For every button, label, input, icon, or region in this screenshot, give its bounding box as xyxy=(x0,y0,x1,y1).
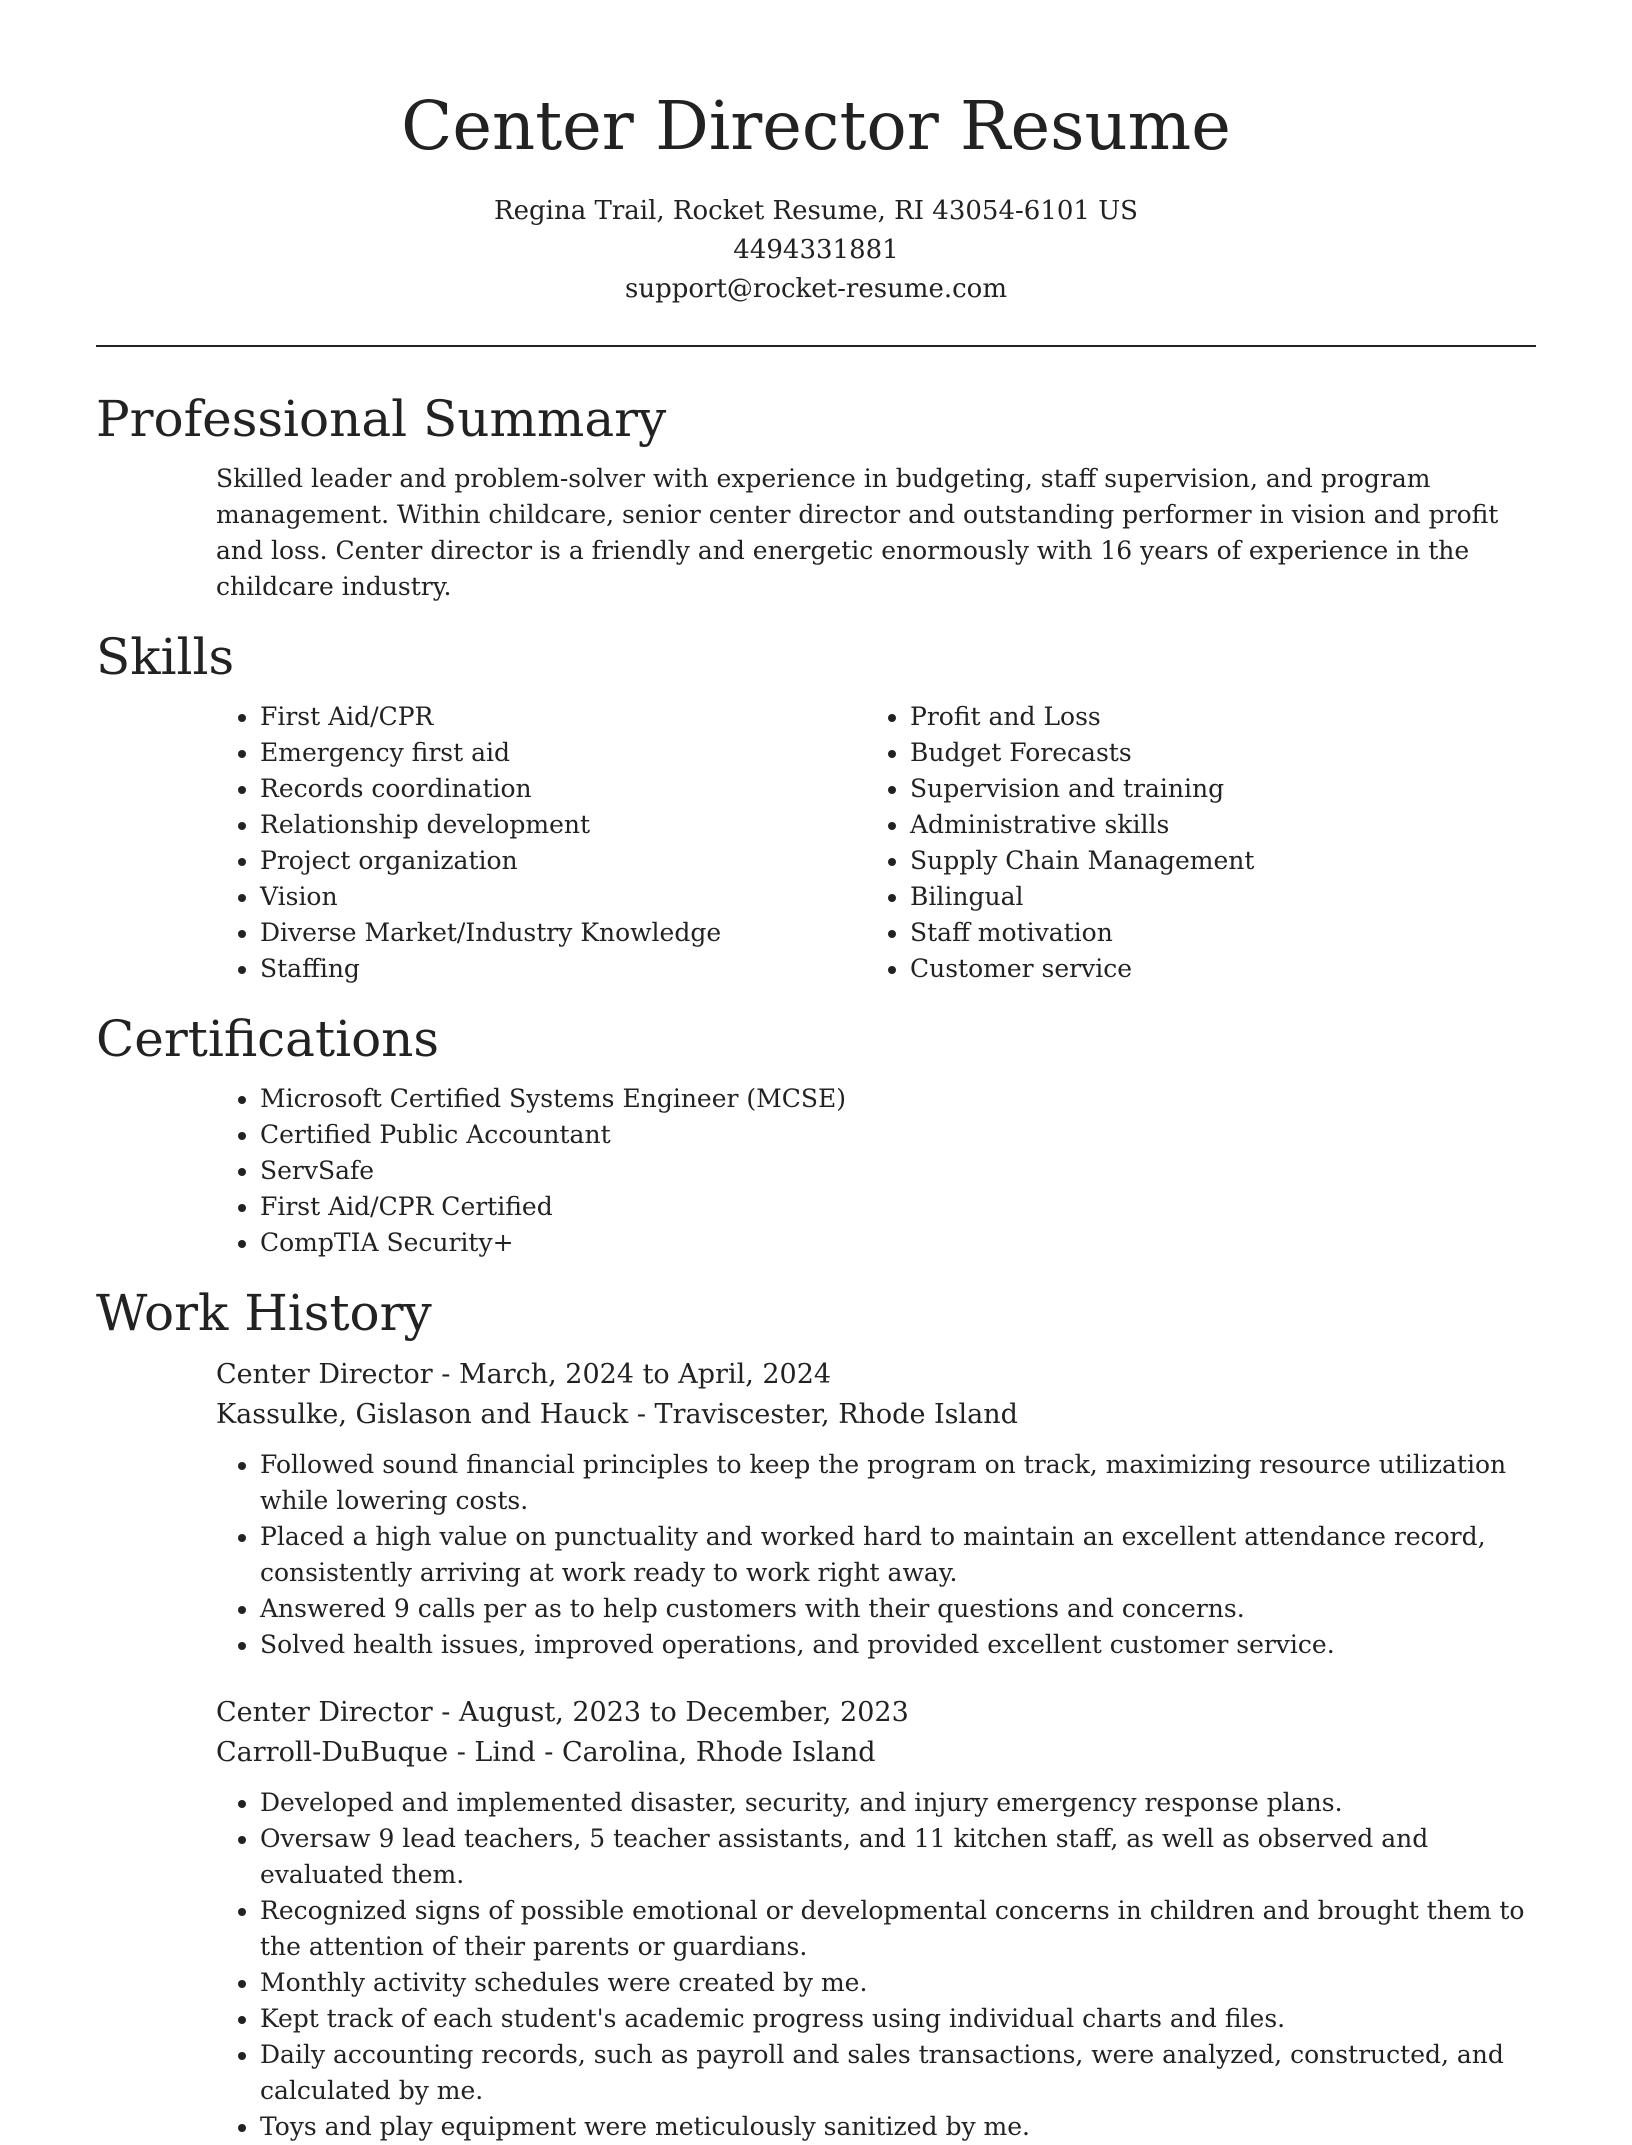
job-title-line xyxy=(216,1693,1536,1733)
list-item: • Budget Forecasts xyxy=(910,735,1516,771)
contact-email: support@rocket-resume.com xyxy=(624,274,1007,304)
list-item: • Diverse Market/Industry Knowledge xyxy=(260,915,866,951)
list-item: • Toys and play equipment were meticulously sanitized by me. xyxy=(260,2109,1536,2145)
header-divider xyxy=(96,345,1536,347)
list-item: • Emergency first aid xyxy=(260,735,866,771)
job-title-line xyxy=(216,1355,1536,1395)
job-duties-list xyxy=(216,1785,1536,2145)
list-item: • Staff motivation xyxy=(910,915,1516,951)
skills-grid xyxy=(216,699,1536,987)
work-history-section xyxy=(96,1283,1536,2145)
list-item: • CompTIA Security+ xyxy=(260,1225,1536,1261)
list-item: • Administrative skills xyxy=(910,807,1516,843)
summary-heading: Professional Summary xyxy=(96,390,667,448)
job-entry xyxy=(216,1693,1536,2145)
job-title: Center Director xyxy=(216,1697,433,1728)
job-company-line xyxy=(216,1733,1536,1773)
resume-header xyxy=(96,0,1536,309)
job-company-line xyxy=(216,1395,1536,1435)
list-item: • Records coordination xyxy=(260,771,866,807)
list-item: • Daily accounting records, such as payroll and sales transactions, were analyzed, constructed, and calculated by me. xyxy=(260,2037,1536,2109)
list-item: • ServSafe xyxy=(260,1153,1536,1189)
list-item: • Kept track of each student's academic progress using individual charts and files. xyxy=(260,2001,1536,2037)
list-item: • Recognized signs of possible emotional or developmental concerns in children and brought them to the attention of their parents or guardians. xyxy=(260,1893,1536,1965)
job-entry xyxy=(216,1355,1536,1663)
list-item: • Supervision and training xyxy=(910,771,1516,807)
list-item: • Developed and implemented disaster, security, and injury emergency response plans. xyxy=(260,1785,1536,1821)
job-location: - Carolina, Rhode Island xyxy=(535,1737,876,1768)
list-item: • Bilingual xyxy=(910,879,1516,915)
list-item: • First Aid/CPR Certified xyxy=(260,1189,1536,1225)
skills-column-right xyxy=(866,699,1516,987)
skills-section xyxy=(96,627,1536,987)
list-item: • Answered 9 calls per as to help customers with their questions and concerns. xyxy=(260,1591,1536,1627)
list-item: • Vision xyxy=(260,879,866,915)
list-item: • Relationship development xyxy=(260,807,866,843)
list-item: • Project organization xyxy=(260,843,866,879)
contact-address: Regina Trail, Rocket Resume, RI 43054-6101 US xyxy=(494,196,1138,226)
list-item: • Microsoft Certified Systems Engineer (MCSE) xyxy=(260,1081,1536,1117)
skills-list-left xyxy=(216,699,866,987)
contact-phone: 4494331881 xyxy=(733,235,899,265)
summary-text: Skilled leader and problem-solver with experience in budgeting, staff supervision, and program management. Within childcare, senior center director and outstanding performer in vision and profit and loss. Center director is a friendly and energetic enormously with 16 years of experience in the childcare industry. xyxy=(216,464,1499,601)
list-item: • First Aid/CPR xyxy=(260,699,866,735)
job-title: Center Director xyxy=(216,1359,433,1390)
resume-title: Center Director Resume xyxy=(401,87,1231,165)
work-history-heading: Work History xyxy=(96,1284,432,1342)
skills-column-left xyxy=(216,699,866,987)
contact-info xyxy=(96,192,1536,309)
skills-list-right xyxy=(866,699,1516,987)
resume-page xyxy=(96,0,1536,2145)
list-item: • Followed sound financial principles to keep the program on track, maximizing resource utilization while lowering costs. xyxy=(260,1447,1536,1519)
list-item: • Profit and Loss xyxy=(910,699,1516,735)
certifications-list xyxy=(216,1081,1536,1261)
list-item: • Placed a high value on punctuality and worked hard to maintain an excellent attendance record, consistently arriving at work ready to work right away. xyxy=(260,1519,1536,1591)
job-dates: - August, 2023 to December, 2023 xyxy=(432,1697,909,1728)
list-item: • Staffing xyxy=(260,951,866,987)
list-item: • Customer service xyxy=(910,951,1516,987)
job-location: - Traviscester, Rhode Island xyxy=(628,1399,1018,1430)
list-item: • Solved health issues, improved operations, and provided excellent customer service. xyxy=(260,1627,1536,1663)
job-company: Carroll-DuBuque - Lind xyxy=(216,1737,536,1768)
list-item: • Supply Chain Management xyxy=(910,843,1516,879)
certifications-heading: Certifications xyxy=(96,1010,440,1068)
list-item: • Monthly activity schedules were created by me. xyxy=(260,1965,1536,2001)
skills-heading: Skills xyxy=(96,628,235,686)
certifications-body xyxy=(216,1081,1536,1261)
list-item: • Certified Public Accountant xyxy=(260,1117,1536,1153)
job-duties-list xyxy=(216,1447,1536,1663)
certifications-section xyxy=(96,1009,1536,1261)
summary-section xyxy=(96,389,1536,605)
job-company: Kassulke, Gislason and Hauck xyxy=(216,1399,629,1430)
list-item: • Oversaw 9 lead teachers, 5 teacher assistants, and 11 kitchen staff, as well as observed and evaluated them. xyxy=(260,1821,1536,1893)
job-dates: - March, 2024 to April, 2024 xyxy=(432,1359,832,1390)
